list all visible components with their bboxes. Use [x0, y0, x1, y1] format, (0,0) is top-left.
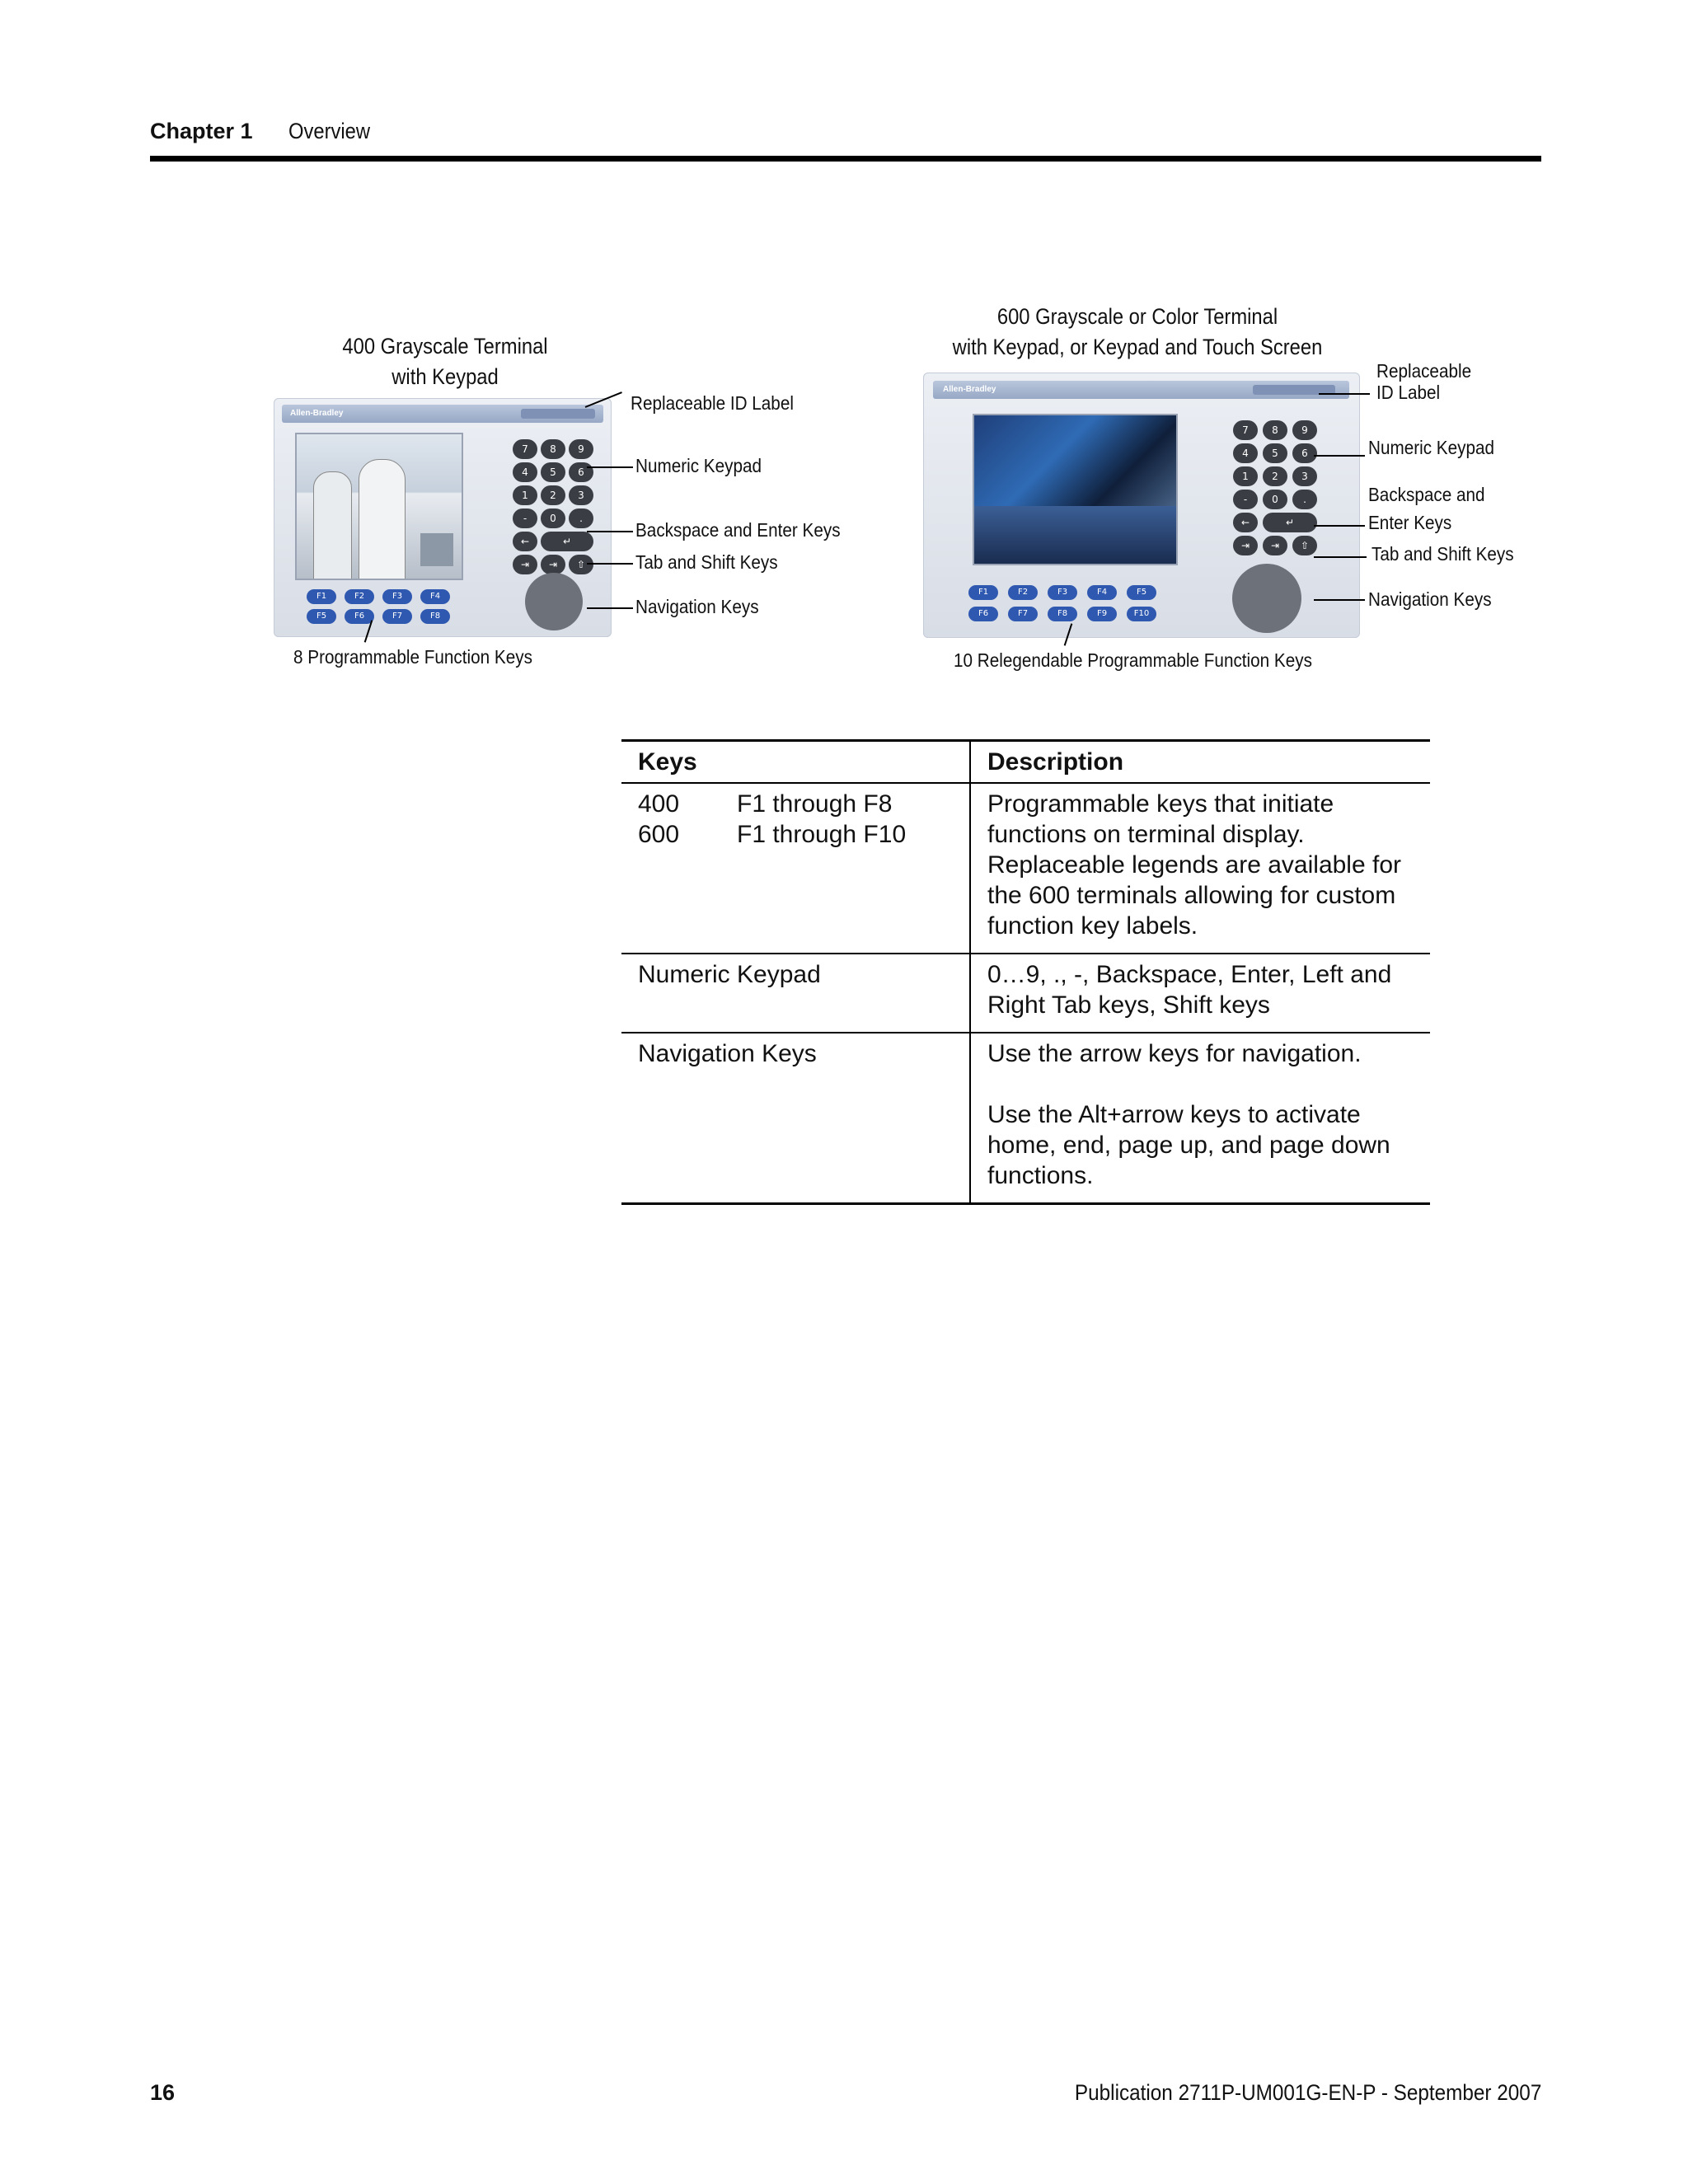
callout-function-keys-600: 10 Relegendable Programmable Function Keys — [954, 649, 1312, 671]
key-2[interactable]: 2 — [541, 485, 565, 505]
function-key[interactable]: F5 — [307, 609, 336, 624]
table-cell-keys: Navigation Keys — [621, 1033, 970, 1204]
key-5[interactable]: 5 — [1263, 443, 1287, 463]
key-minus[interactable]: - — [513, 509, 537, 528]
tab-key-2[interactable]: ⇥ — [1263, 536, 1287, 555]
enter-key[interactable]: ↵ — [1263, 513, 1317, 532]
description-paragraph: Use the arrow keys for navigation. — [987, 1040, 1362, 1067]
caption-600-line2: with Keypad, or Keypad and Touch Screen — [952, 335, 1323, 359]
table-header-row — [621, 741, 1430, 784]
function-key[interactable]: F10 — [1127, 607, 1156, 621]
key-0[interactable]: 0 — [541, 509, 565, 528]
navigation-pad-600[interactable] — [1232, 564, 1301, 633]
table-cell-description: Programmable keys that initiate functions on terminal display. Replaceable legends are available for the 600 terminals allowing for custom function key labels. — [987, 790, 1402, 940]
function-key[interactable]: F8 — [1048, 607, 1077, 621]
column-header-description: Description — [987, 748, 1124, 776]
function-key[interactable]: F2 — [1008, 585, 1038, 600]
callout-replaceable-line1: Replaceable — [1376, 360, 1472, 382]
page-number: 16 — [150, 2080, 176, 2105]
id-label-400 — [521, 409, 595, 419]
callout-numeric-keypad: Numeric Keypad — [635, 455, 762, 476]
function-key[interactable]: F9 — [1087, 607, 1117, 621]
callout-tab-shift: Tab and Shift Keys — [635, 551, 778, 573]
leader-line — [1314, 455, 1365, 457]
tab-key[interactable]: ⇥ — [513, 555, 537, 574]
key-8[interactable]: 8 — [541, 439, 565, 459]
leader-line — [587, 607, 633, 609]
table-cell-keys — [621, 783, 970, 954]
function-key[interactable]: F6 — [345, 609, 374, 624]
screen-readout — [420, 533, 453, 566]
model-400: 400 — [638, 790, 680, 818]
key-8[interactable]: 8 — [1263, 420, 1287, 440]
leader-line — [1314, 599, 1365, 601]
leader-line — [1319, 393, 1370, 395]
table-row — [621, 783, 1430, 954]
column-header-keys: Keys — [621, 741, 970, 784]
callout-backspace-enter: Backspace and Enter Keys — [635, 519, 841, 541]
header-rule — [150, 156, 1541, 162]
leader-line — [587, 531, 633, 532]
display-400 — [295, 433, 463, 580]
callout-backspace-line2: Enter Keys — [1368, 512, 1452, 533]
shift-key[interactable]: ⇧ — [569, 555, 593, 574]
key-9[interactable]: 9 — [569, 439, 593, 459]
leader-line — [587, 466, 633, 468]
section-title: Overview — [288, 119, 371, 143]
function-key[interactable]: F5 — [1127, 585, 1156, 600]
key-1[interactable]: 1 — [513, 485, 537, 505]
brand-logo-600: Allen-Bradley — [943, 385, 996, 394]
function-key[interactable]: F4 — [420, 589, 450, 604]
silo-image-2 — [359, 459, 406, 580]
key-4[interactable]: 4 — [1233, 443, 1258, 463]
table-row — [621, 1033, 1430, 1204]
table-row — [621, 954, 1430, 1033]
display-600 — [973, 414, 1178, 565]
key-3[interactable]: 3 — [1292, 466, 1317, 486]
table-cell-description — [970, 1033, 1430, 1204]
description-paragraph: Use the Alt+arrow keys to activate home, end, page up, and page down functions. — [987, 1101, 1390, 1189]
key-dot[interactable]: . — [1292, 490, 1317, 509]
model-600: 600 — [638, 821, 680, 848]
key-6[interactable]: 6 — [1292, 443, 1317, 463]
callout-function-keys-400: 8 Programmable Function Keys — [293, 646, 532, 668]
key-0[interactable]: 0 — [1263, 490, 1287, 509]
function-key[interactable]: F3 — [1048, 585, 1077, 600]
leader-line — [587, 563, 633, 565]
key-3[interactable]: 3 — [569, 485, 593, 505]
tab-key-2[interactable]: ⇥ — [541, 555, 565, 574]
key-5[interactable]: 5 — [541, 462, 565, 482]
conveyor-image — [974, 506, 1176, 564]
function-key[interactable]: F4 — [1087, 585, 1117, 600]
backspace-key[interactable]: ← — [1233, 513, 1258, 532]
chapter-label: Chapter 1 — [150, 119, 253, 143]
key-dot[interactable]: . — [569, 509, 593, 528]
callout-numeric-keypad-600: Numeric Keypad — [1368, 437, 1495, 458]
callout-backspace-line1: Backspace and — [1368, 484, 1485, 505]
key-6[interactable]: 6 — [569, 462, 593, 482]
key-9[interactable]: 9 — [1292, 420, 1317, 440]
range-400: F1 through F8 — [737, 790, 893, 818]
terminal-600-photo — [923, 373, 1360, 638]
leader-line — [1314, 556, 1367, 558]
table-cell-description: 0…9, ., -, Backspace, Enter, Left and Right Tab keys, Shift keys — [987, 961, 1392, 1019]
keys-description-table — [621, 739, 1430, 1205]
silo-image-1 — [313, 471, 352, 580]
key-1[interactable]: 1 — [1233, 466, 1258, 486]
caption-400-line1: 400 Grayscale Terminal — [342, 334, 548, 359]
callout-replaceable-line2: ID Label — [1376, 382, 1441, 403]
brand-logo-400: Allen-Bradley — [290, 409, 344, 418]
function-key[interactable]: F3 — [382, 589, 412, 604]
key-7[interactable]: 7 — [1233, 420, 1258, 440]
caption-400-line2: with Keypad — [392, 364, 499, 389]
callout-navigation: Navigation Keys — [635, 596, 759, 617]
function-key[interactable]: F8 — [420, 609, 450, 624]
key-2[interactable]: 2 — [1263, 466, 1287, 486]
function-key[interactable]: F1 — [968, 585, 998, 600]
function-key[interactable]: F2 — [345, 589, 374, 604]
key-7[interactable]: 7 — [513, 439, 537, 459]
function-key[interactable]: F6 — [968, 607, 998, 621]
callout-replaceable-id-label: Replaceable ID Label — [631, 392, 794, 414]
leader-line — [1314, 525, 1365, 527]
callout-navigation-600: Navigation Keys — [1368, 588, 1492, 610]
range-600: F1 through F10 — [737, 821, 907, 848]
function-key[interactable]: F7 — [382, 609, 412, 624]
function-key[interactable]: F1 — [307, 589, 336, 604]
function-key[interactable]: F7 — [1008, 607, 1038, 621]
terminal-400-photo — [274, 398, 612, 637]
table-cell-keys: Numeric Keypad — [621, 954, 970, 1033]
backspace-key[interactable]: ← — [513, 532, 537, 551]
navigation-pad-400[interactable] — [525, 573, 583, 630]
caption-600-line1: 600 Grayscale or Color Terminal — [996, 304, 1278, 329]
key-minus[interactable]: - — [1233, 490, 1258, 509]
enter-key[interactable]: ↵ — [541, 532, 593, 551]
key-4[interactable]: 4 — [513, 462, 537, 482]
shift-key[interactable]: ⇧ — [1292, 536, 1317, 555]
publication-info: Publication 2711P-UM001G-EN-P - September 2007 — [1074, 2080, 1541, 2105]
callout-tab-shift-600: Tab and Shift Keys — [1372, 543, 1514, 565]
tab-key[interactable]: ⇥ — [1233, 536, 1258, 555]
